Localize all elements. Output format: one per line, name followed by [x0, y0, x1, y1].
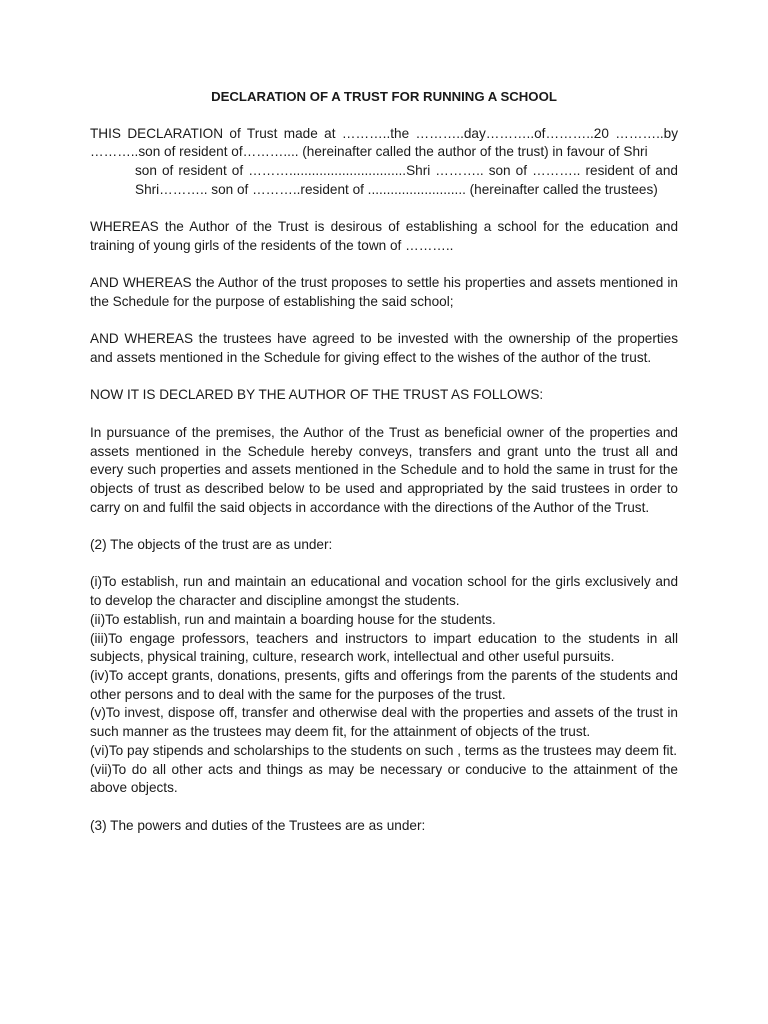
- list-item: (vii)To do all other acts and things as may be necessary or conducive to the attainment of the above objects.: [90, 761, 678, 796]
- list-item: (i)To establish, run and maintain an educational and vocation school for the girls exclusively and to develop the character and discipline amongst the students.: [90, 574, 678, 609]
- pursuance-paragraph: In pursuance of the premises, the Author of the Trust as beneficial owner of the properties and assets mentioned in the Schedule hereby conveys, transfers and grant unto the trust all and every such properties and assets mentioned in the Schedule and to hold the same in trust for the objects of trust as described below to be used and appropriated by the said trustees in order to carry on and fulfil the said objects in accordance with the directions of the Author of the Trust.: [90, 424, 678, 515]
- objects-heading: (2) The objects of the trust are as under:: [90, 537, 333, 553]
- objects-list: [90, 573, 678, 797]
- whereas-paragraph-1: WHEREAS the Author of the Trust is desirous of establishing a school for the education and training of young girls of the residents of the town of ………..: [90, 219, 678, 253]
- declared-heading: NOW IT IS DECLARED BY THE AUTHOR OF THE TRUST AS FOLLOWS:: [90, 387, 544, 403]
- document-page: [90, 88, 678, 854]
- list-item: (v)To invest, dispose off, transfer and otherwise deal with the properties and assets of the trust in such manner as the trustees may deem fit, for the attainment of objects of the trust.: [90, 705, 678, 740]
- list-item: (vi)To pay stipends and scholarships to the students on such , terms as the trustees may deem fit.: [90, 742, 678, 758]
- list-item: (ii)To establish, run and maintain a boarding house for the students.: [90, 611, 496, 627]
- list-item: (iii)To engage professors, teachers and instructors to impart education to the students in all subjects, physical training, culture, research work, intellectual and other useful pursuits.: [90, 630, 678, 665]
- whereas-paragraph-2: AND WHEREAS the Author of the trust proposes to settle his properties and assets mentioned in the Schedule for the purpose of establishing the said school;: [90, 275, 678, 309]
- intro-paragraph-continued: son of resident of ………...............................Shri ……….. son of ……….. resident of and Shri……….. son of ………..resident of .......................... (hereinafter called the trustees): [135, 163, 678, 197]
- list-item: (iv)To accept grants, donations, presents, gifts and offerings from the parents of the students and other persons and to deal with the same for the purposes of the trust.: [90, 667, 678, 702]
- powers-heading: (3) The powers and duties of the Trustees are as under:: [90, 817, 426, 833]
- whereas-paragraph-3: AND WHEREAS the trustees have agreed to be invested with the ownership of the properties and assets mentioned in the Schedule for giving effect to the wishes of the author of the trust.: [90, 331, 678, 366]
- intro-paragraph: THIS DECLARATION of Trust made at ………..the ………..day………..of………..20 ………..by ………..son of resident of……….... (hereinafter called the author of the trust) in favour of Shri: [90, 125, 678, 160]
- document-title: DECLARATION OF A TRUST FOR RUNNING A SCHOOL: [211, 89, 557, 104]
